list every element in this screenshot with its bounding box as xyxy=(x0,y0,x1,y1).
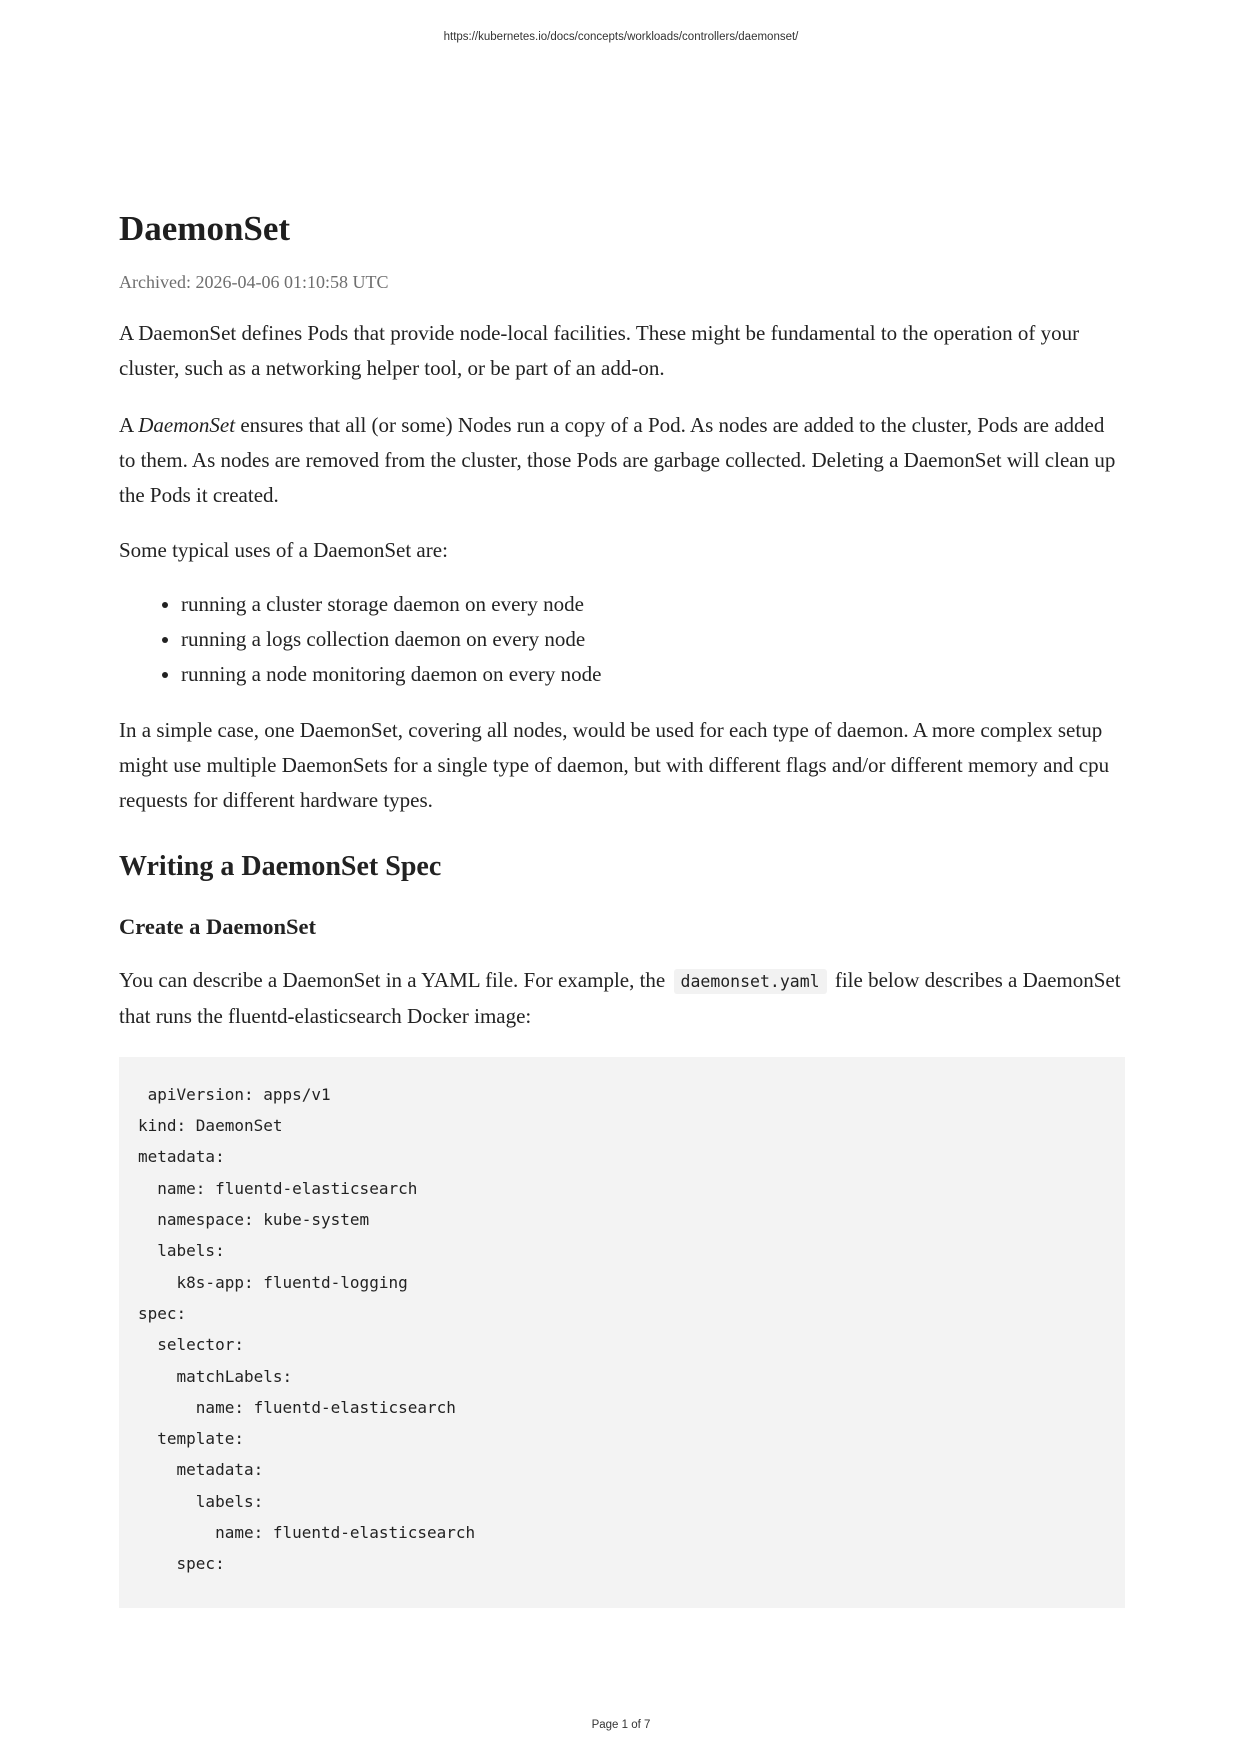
list-item: • running a node monitoring daemon on every node xyxy=(181,657,1125,692)
description-paragraph xyxy=(119,408,1125,513)
article xyxy=(119,208,1125,1608)
daemonset-term: DaemonSet xyxy=(138,413,236,438)
description-text: ensures that all (or some) Nodes run a copy of a Pod. As nodes are added to the cluster, Pods are added to them. As nodes are removed from the cluster, those Pods are garbage collected. Deleting a DaemonSet will clean up the Pods it created. xyxy=(119,413,1116,508)
inline-code-filename: daemonset.yaml xyxy=(674,969,827,994)
simple-case-paragraph: In a simple case, one DaemonSet, covering all nodes, would be used for each type of daemon. A more complex setup might use multiple DaemonSets for a single type of daemon, but with different flags and/or different memory and cpu requests for different hardware types. xyxy=(119,718,1110,813)
yaml-paragraph xyxy=(119,963,1125,1034)
page-number: Page 1 of 7 xyxy=(591,1719,651,1731)
intro-paragraph: A DaemonSet defines Pods that provide node-local facilities. These might be fundamental to the operation of your cluster, such as a networking helper tool, or be part of an add-on. xyxy=(119,321,1080,381)
subsection-heading: Create a DaemonSet xyxy=(119,913,317,939)
uses-intro: Some typical uses of a DaemonSet are: xyxy=(119,538,448,563)
yaml-text-after: file below describes a DaemonSet that runs the fluentd-elasticsearch Docker image: xyxy=(119,967,1121,1028)
uses-list xyxy=(119,587,1125,692)
print-header-url: https://kubernetes.io/docs/concepts/workloads/controllers/daemonset/ xyxy=(443,31,799,43)
list-item: • running a cluster storage daemon on every node xyxy=(181,587,1125,622)
yaml-text-before: You can describe a DaemonSet in a YAML file. For example, the xyxy=(119,967,666,992)
yaml-code-block: apiVersion: apps/v1 kind: DaemonSet metadata: name: fluentd-elasticsearch namespace: kube-system labels: k8s-app: fluentd-logging spec: selector: matchLabels: name: fluentd-elasticsearch template: metadata: labels: name: fluentd-elasticsearch spec: xyxy=(119,1057,1125,1608)
archived-timestamp: Archived: 2026-04-06 01:10:58 UTC xyxy=(119,272,389,292)
section-heading: Writing a DaemonSet Spec xyxy=(119,851,442,883)
description-prefix: A xyxy=(119,413,139,438)
page-title: DaemonSet xyxy=(119,209,291,248)
list-item: • running a logs collection daemon on every node xyxy=(181,622,1125,657)
